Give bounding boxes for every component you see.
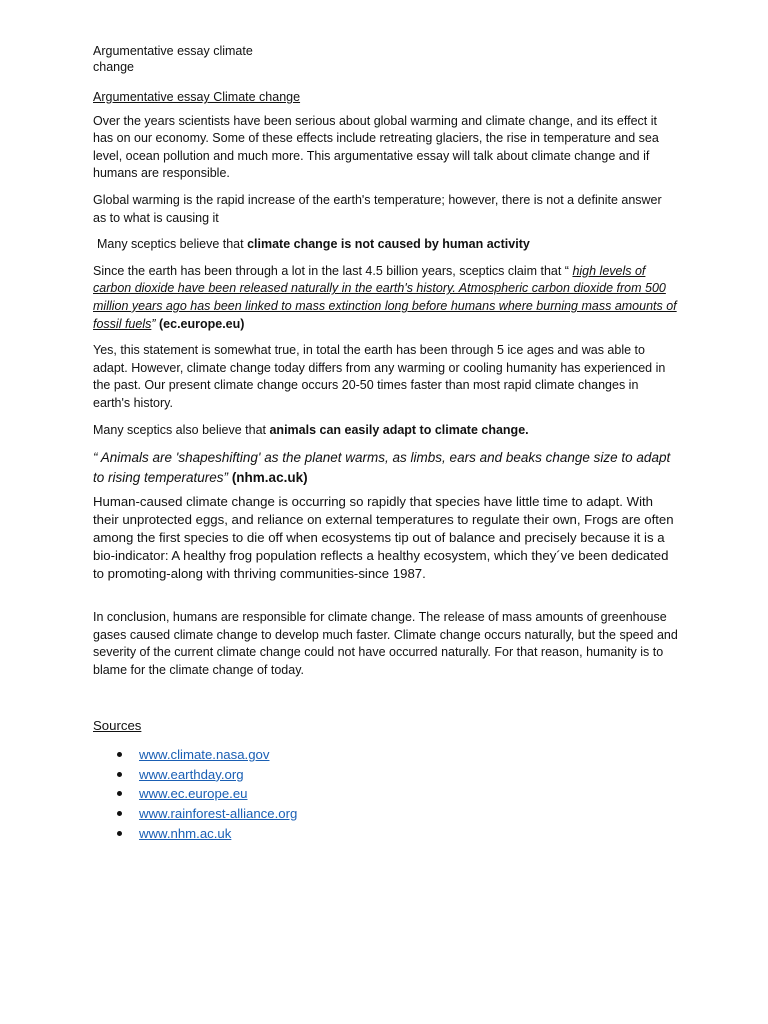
document-title-line-1: Argumentative essay climate [93, 44, 253, 58]
source-link-ec-europe[interactable]: www.ec.europe.eu [139, 786, 248, 802]
bullet-icon [117, 791, 122, 796]
bullet-icon [117, 811, 122, 816]
document-body [93, 43, 678, 844]
source-link-rainforest-alliance[interactable]: www.rainforest-alliance.org [139, 806, 298, 822]
source-link-earthday[interactable]: www.earthday.org [139, 766, 244, 782]
paragraph-shapeshifting-quote [93, 448, 678, 488]
sources-list [93, 745, 678, 844]
source-item [139, 824, 678, 844]
carbon-quote-close: ” [151, 316, 159, 331]
document-title [93, 43, 678, 75]
paragraph-ice-ages: Yes, this statement is somewhat true, in total the earth has been through 5 ice ages and was able to adapt. However, climate change today differs from any warming or cooling humanity has experienced in the past. Our present climate change occurs 20-50 times faster than most rapid climate changes in earth's history. [93, 343, 666, 410]
source-link-nhm[interactable]: www.nhm.ac.uk [139, 825, 232, 841]
document-title-line-2: change [93, 60, 135, 74]
paragraph-animals-adapt [93, 422, 678, 440]
source-link-climate-nasa[interactable]: www.climate.nasa.gov [139, 747, 270, 763]
paragraph-carbon-quote [93, 263, 678, 333]
carbon-quote-prefix: Since the earth has been through a lot in the last 4.5 billion years, sceptics claim that “ [93, 263, 573, 278]
source-item [139, 784, 678, 804]
animals-adapt-prefix: Many sceptics also believe that [93, 422, 270, 437]
shapeshifting-quote-text: “ Animals are 'shapeshifting' as the planet warms, as limbs, ears and beaks change size to adapt to rising temperatures” [93, 450, 671, 486]
source-item [139, 765, 678, 785]
sceptics-claim-prefix: Many sceptics believe that [97, 237, 248, 252]
paragraph-intro: Over the years scientists have been serious about global warming and climate change, and its effect it has on our economy. Some of these effects include retreating glaciers, the rise in temperature and sea level, ocean pollution and much more. This argumentative essay will talk about climate change and if humans are responsible. [93, 113, 659, 181]
sceptics-claim-bold: climate change is not caused by human activity [247, 237, 530, 252]
carbon-quote-text: high levels of carbon dioxide have been released naturally in the earth's history. Atmospheric carbon dioxide from 500 million years ago has been linked to mass extinction long before humans where burning mass amounts of fossil fuels [93, 263, 677, 331]
shapeshifting-quote-source: (nhm.ac.uk) [231, 470, 308, 486]
sources-heading: Sources [93, 718, 142, 734]
paragraph-global-warming: Global warming is the rapid increase of the earth's temperature; however, there is not a definite answer as to what is causing it [93, 192, 662, 225]
animals-adapt-bold: animals can easily adapt to climate change. [269, 422, 529, 437]
source-item [139, 804, 678, 824]
source-item [139, 745, 678, 765]
paragraph-frogs: Human-caused climate change is occurring so rapidly that species have little time to adapt. With their unprotected eggs, and reliance on external temperatures to regulate their own, Frogs are often among the first species to die off when ecosystems tip out of balance and precisely because it is a bio-indicator: A healthy frog population reflects a healthy ecosystem, which they´ve been dedicated to promoting-along with thriving communities-since 1987. [93, 494, 674, 582]
paragraph-sceptics-claim [93, 236, 678, 254]
bullet-icon [117, 772, 122, 777]
carbon-quote-source: (ec.europe.eu) [159, 316, 245, 331]
essay-heading: Argumentative essay Climate change [93, 90, 301, 104]
bullet-icon [117, 752, 122, 757]
bullet-icon [117, 831, 122, 836]
paragraph-conclusion: In conclusion, humans are responsible for climate change. The release of mass amounts of greenhouse gases caused climate change to develop much faster. Climate change occurs naturally, but the speed and severity of the current climate change could not have occurred naturally. For that reason, humanity is to blame for the climate change of today. [93, 610, 678, 677]
